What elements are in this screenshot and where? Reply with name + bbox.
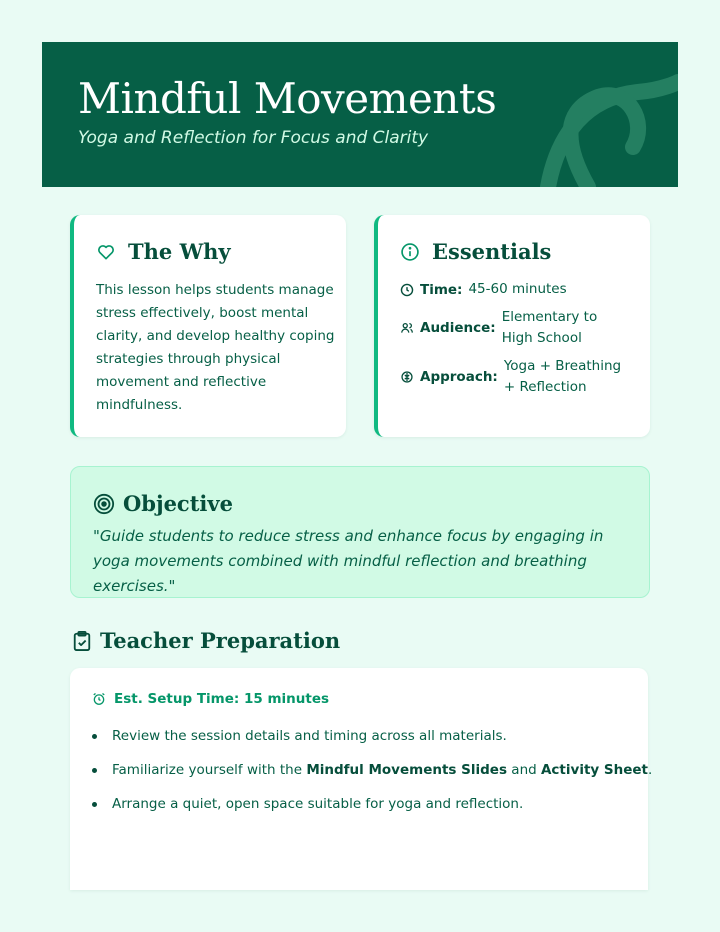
approach-label: Approach: <box>420 369 498 385</box>
objective-title: Objective <box>123 491 233 516</box>
essentials-time-row <box>400 279 567 300</box>
teacher-preparation-title: Teacher Preparation <box>100 628 341 653</box>
list-item-text: Review the session details and timing across all materials. <box>112 728 507 744</box>
page-title: Mindful Movements <box>78 74 497 123</box>
teacher-preparation-heading <box>72 628 340 653</box>
why-body: This lesson helps students manage stress effectively, boost mental clarity, and develop healthy coping strategies through physical movement and reflective mindfulness. <box>96 282 335 413</box>
clipboard-check-icon <box>72 630 92 652</box>
page-subtitle: Yoga and Reflection for Focus and Clarity <box>78 128 429 148</box>
list-item-text: Familiarize yourself with the <box>112 762 307 778</box>
essentials-approach-row <box>400 356 634 398</box>
time-label: Time: <box>420 281 463 298</box>
setup-time-text: Est. Setup Time: 15 minutes <box>114 691 330 707</box>
activity-sheet-reference: Activity Sheet <box>540 762 648 778</box>
objective-heading <box>93 491 233 516</box>
list-item-text: and <box>507 762 541 778</box>
list-item-text: Arrange a quiet, open space suitable for yoga and reflection. <box>112 796 524 812</box>
teacher-preparation-card <box>70 668 653 890</box>
preparation-list <box>90 726 653 828</box>
list-item <box>90 726 630 760</box>
objective-text: "Guide students to reduce stress and enhance focus by engaging in yoga movements combined with mindful reflection and breathing exercises." <box>93 527 604 595</box>
slides-reference: Mindful Movements Slides <box>306 762 507 778</box>
audience-label: Audience: <box>420 320 496 336</box>
why-card <box>70 215 346 437</box>
why-title: The Why <box>128 239 231 264</box>
target-icon <box>93 493 115 515</box>
users-icon <box>400 321 414 335</box>
list-item-text: . <box>648 762 653 778</box>
essentials-card <box>374 215 650 437</box>
clock-icon <box>400 283 414 297</box>
essentials-audience-row <box>400 307 632 349</box>
time-value: 45-60 minutes <box>468 281 567 297</box>
brain-icon <box>400 370 414 384</box>
info-icon <box>400 242 420 262</box>
heart-icon <box>96 242 116 262</box>
list-item <box>90 760 653 794</box>
why-heading <box>96 239 231 264</box>
alarm-clock-icon <box>92 692 106 706</box>
approach-value: Yoga + Breathing + Reflection <box>503 358 622 395</box>
essentials-heading <box>400 239 551 264</box>
leaf-decoration-icon <box>528 42 678 187</box>
setup-time <box>92 691 329 707</box>
objective-card <box>70 466 650 598</box>
essentials-title: Essentials <box>432 239 552 264</box>
audience-value: Elementary to High School <box>501 309 598 346</box>
page-header <box>42 42 678 187</box>
list-item <box>90 794 630 828</box>
